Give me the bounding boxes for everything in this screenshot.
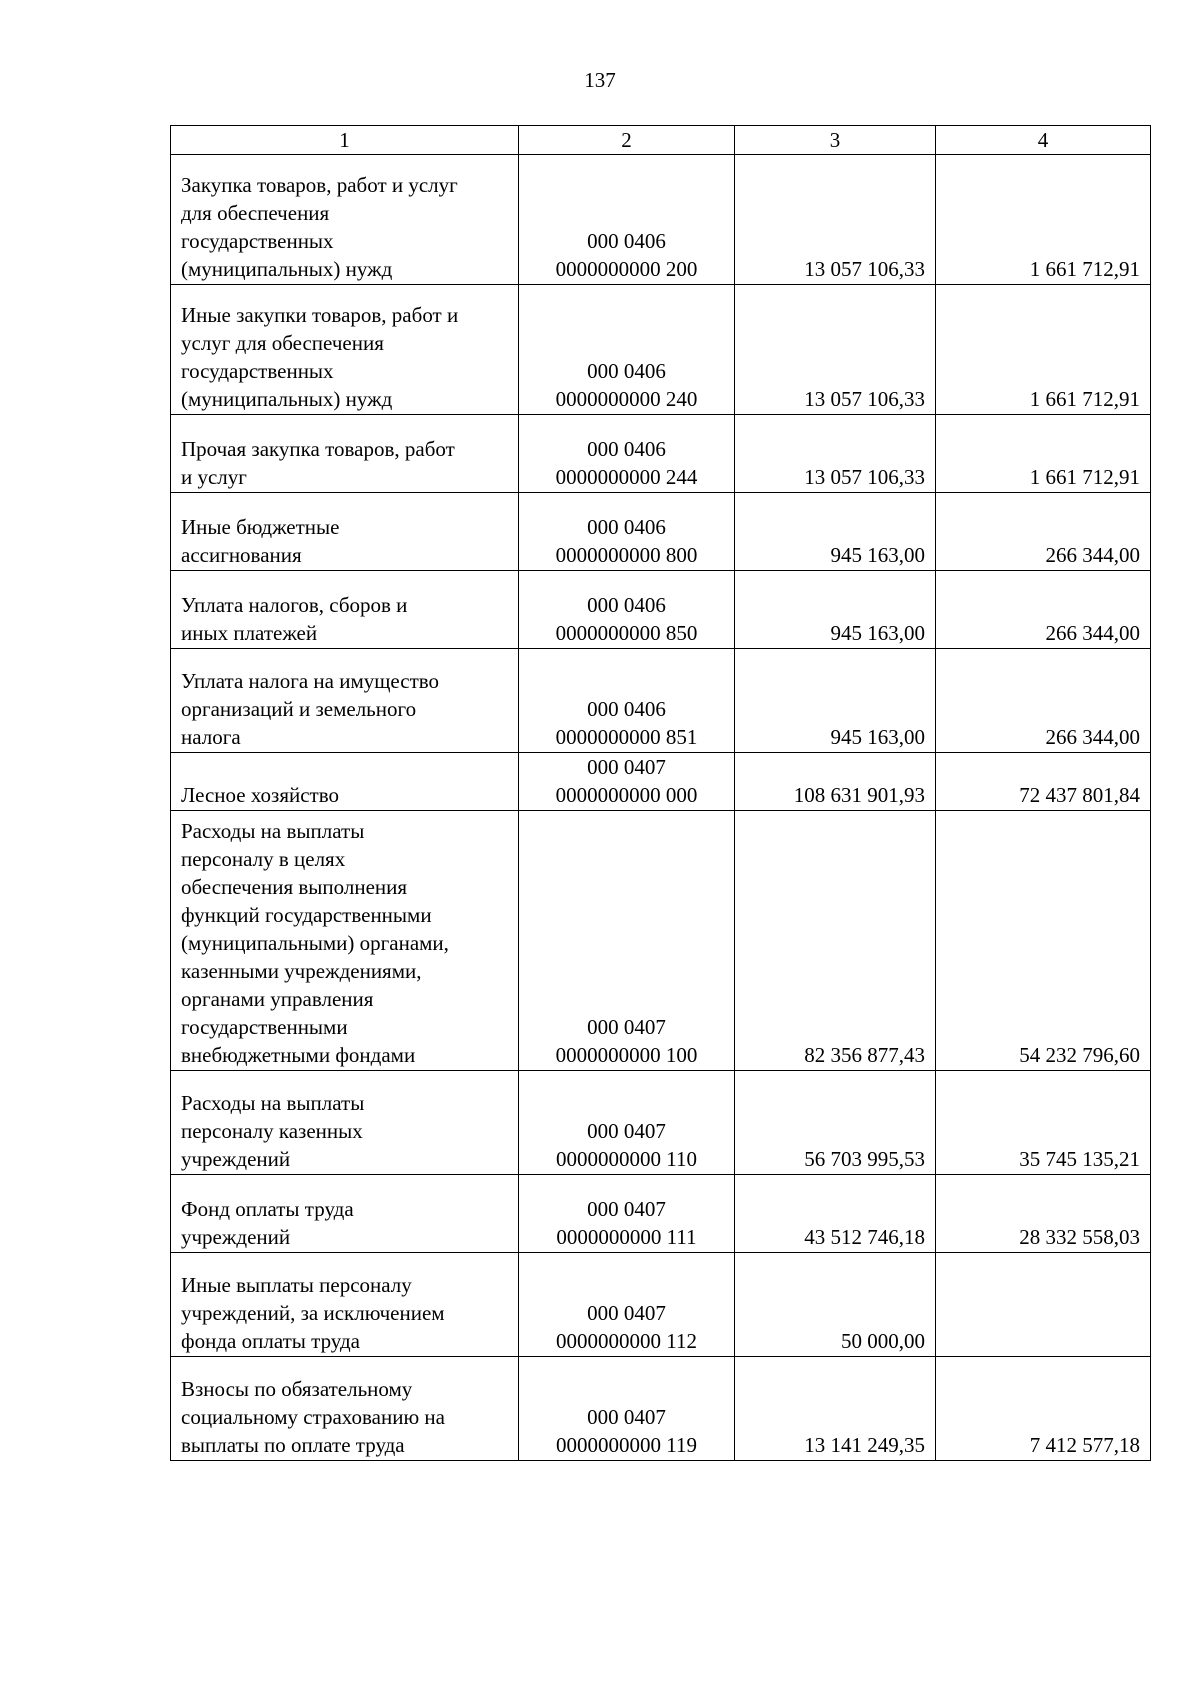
row-col4-value <box>936 1253 1151 1357</box>
row-code-cell <box>519 753 735 811</box>
table-row <box>171 1253 1151 1357</box>
table-row <box>171 1071 1151 1175</box>
row-name-line: иных платежей <box>181 621 318 645</box>
row-code-line: 000 0406 <box>587 697 666 721</box>
row-code-cell <box>519 155 735 285</box>
row-name-line: Уплата налога на имущество <box>181 669 440 693</box>
row-name-line: персоналу в целях <box>181 847 346 871</box>
row-col4-value: 1 661 712,91 <box>936 415 1151 493</box>
row-col3-value: 13 141 249,35 <box>735 1357 936 1461</box>
row-col3-value: 43 512 746,18 <box>735 1175 936 1253</box>
row-code-line: 0000000000 240 <box>555 387 698 411</box>
row-name-line: внебюджетными фондами <box>181 1043 416 1067</box>
row-code-cell <box>519 1357 735 1461</box>
row-code-line: 0000000000 112 <box>556 1329 697 1353</box>
row-name-cell <box>171 811 519 1071</box>
row-name-line: учреждений <box>181 1147 291 1171</box>
row-code-line: 0000000000 110 <box>556 1147 697 1171</box>
row-name-line: персоналу казенных <box>181 1119 363 1143</box>
table-row <box>171 1175 1151 1253</box>
row-name-line: государственных <box>181 229 334 253</box>
row-code-cell <box>519 1071 735 1175</box>
row-code-line: 000 0406 <box>587 515 666 539</box>
row-code-cell <box>519 415 735 493</box>
row-name-cell <box>171 649 519 753</box>
row-name-line: для обеспечения <box>181 201 330 225</box>
row-col3-value: 945 163,00 <box>735 571 936 649</box>
row-name-line: учреждений, за исключением <box>181 1301 445 1325</box>
row-code-line: 000 0407 <box>587 1197 666 1221</box>
row-name-line: ассигнования <box>181 543 302 567</box>
row-code-line: 0000000000 244 <box>555 465 698 489</box>
row-code-line: 0000000000 850 <box>555 621 698 645</box>
row-name-cell <box>171 1071 519 1175</box>
row-col3-value: 945 163,00 <box>735 649 936 753</box>
row-name-line: государственными <box>181 1015 348 1039</box>
table-row <box>171 571 1151 649</box>
row-col3-value: 50 000,00 <box>735 1253 936 1357</box>
row-name-cell <box>171 1253 519 1357</box>
row-name-line: органами управления <box>181 987 374 1011</box>
row-name-line: социальному страхованию на <box>181 1405 445 1429</box>
row-name-line: Расходы на выплаты <box>181 819 365 843</box>
table-row <box>171 753 1151 811</box>
row-code-line: 0000000000 111 <box>556 1225 697 1249</box>
row-name-line: налога <box>181 725 241 749</box>
row-code-line: 000 0406 <box>587 359 666 383</box>
page-number: 137 <box>584 68 616 92</box>
row-code-cell <box>519 1175 735 1253</box>
row-code-cell <box>519 285 735 415</box>
row-col3-value: 108 631 901,93 <box>735 753 936 811</box>
row-name-cell <box>171 1175 519 1253</box>
row-code-line: 000 0407 <box>587 1119 666 1143</box>
row-col3-value: 13 057 106,33 <box>735 155 936 285</box>
row-col4-value: 266 344,00 <box>936 571 1151 649</box>
row-code-line: 000 0407 <box>587 1015 666 1039</box>
header-col-4: 4 <box>936 126 1151 155</box>
row-col4-value: 1 661 712,91 <box>936 155 1151 285</box>
row-name-line: (муниципальными) органами, <box>181 931 449 955</box>
row-code-line: 000 0406 <box>587 437 666 461</box>
row-name-cell <box>171 1357 519 1461</box>
table-row <box>171 155 1151 285</box>
row-name-line: Расходы на выплаты <box>181 1091 365 1115</box>
row-col3-value: 945 163,00 <box>735 493 936 571</box>
row-code-line: 000 0406 <box>587 593 666 617</box>
row-col4-value: 266 344,00 <box>936 493 1151 571</box>
row-name-line: Взносы по обязательному <box>181 1377 413 1401</box>
row-name-line: Уплата налогов, сборов и <box>181 593 408 617</box>
row-col4-value: 35 745 135,21 <box>936 1071 1151 1175</box>
table-row <box>171 811 1151 1071</box>
row-col4-value: 266 344,00 <box>936 649 1151 753</box>
row-code-cell <box>519 811 735 1071</box>
row-col4-value: 54 232 796,60 <box>936 811 1151 1071</box>
table-row <box>171 285 1151 415</box>
row-name-cell <box>171 571 519 649</box>
row-col3-value: 56 703 995,53 <box>735 1071 936 1175</box>
header-col-2: 2 <box>519 126 735 155</box>
row-name-line: организаций и земельного <box>181 697 417 721</box>
table-row <box>171 415 1151 493</box>
row-name-line: государственных <box>181 359 334 383</box>
header-col-1: 1 <box>171 126 519 155</box>
header-row <box>171 126 1151 155</box>
row-col3-value: 82 356 877,43 <box>735 811 936 1071</box>
row-name-line: Лесное хозяйство <box>181 783 339 807</box>
row-code-line: 000 0406 <box>587 229 666 253</box>
row-code-cell <box>519 493 735 571</box>
row-code-line: 0000000000 851 <box>555 725 698 749</box>
row-name-line: обеспечения выполнения <box>181 875 408 899</box>
row-col4-value: 7 412 577,18 <box>936 1357 1151 1461</box>
table-row <box>171 1357 1151 1461</box>
row-name-line: Иные закупки товаров, работ и <box>181 303 459 327</box>
row-name-line: функций государственными <box>181 903 432 927</box>
row-name-line: фонда оплаты труда <box>181 1329 360 1353</box>
row-name-line: (муниципальных) нужд <box>181 387 393 411</box>
row-name-line: услуг для обеспечения <box>181 331 384 355</box>
row-code-line: 0000000000 800 <box>555 543 698 567</box>
row-name-line: Иные выплаты персоналу <box>181 1273 412 1297</box>
row-col4-value: 72 437 801,84 <box>936 753 1151 811</box>
row-col3-value: 13 057 106,33 <box>735 285 936 415</box>
budget-table <box>170 125 1151 1461</box>
row-name-line: учреждений <box>181 1225 291 1249</box>
row-name-line: Иные бюджетные <box>181 515 340 539</box>
row-code-cell <box>519 649 735 753</box>
row-col4-value: 28 332 558,03 <box>936 1175 1151 1253</box>
row-col3-value: 13 057 106,33 <box>735 415 936 493</box>
row-code-line: 0000000000 119 <box>556 1433 697 1457</box>
row-name-line: (муниципальных) нужд <box>181 257 393 281</box>
row-code-cell <box>519 571 735 649</box>
table-row <box>171 649 1151 753</box>
row-code-line: 0000000000 200 <box>555 257 698 281</box>
row-name-line: Прочая закупка товаров, работ <box>181 437 455 461</box>
row-name-line: выплаты по оплате труда <box>181 1433 405 1457</box>
row-code-line: 0000000000 000 <box>555 783 698 807</box>
row-code-line: 000 0407 <box>587 1301 666 1325</box>
row-name-line: и услуг <box>181 465 247 489</box>
row-name-cell <box>171 415 519 493</box>
row-code-line: 000 0407 <box>587 1405 666 1429</box>
row-col4-value: 1 661 712,91 <box>936 285 1151 415</box>
row-name-line: Закупка товаров, работ и услуг <box>181 173 458 197</box>
row-name-cell <box>171 493 519 571</box>
header-col-3: 3 <box>735 126 936 155</box>
row-name-cell <box>171 753 519 811</box>
table-row <box>171 493 1151 571</box>
row-name-cell <box>171 285 519 415</box>
row-name-cell <box>171 155 519 285</box>
row-code-cell <box>519 1253 735 1357</box>
row-code-line: 0000000000 100 <box>555 1043 698 1067</box>
row-name-line: казенными учреждениями, <box>181 959 422 983</box>
table-body <box>171 155 1151 1461</box>
row-code-line: 000 0407 <box>587 755 666 779</box>
row-name-line: Фонд оплаты труда <box>181 1197 354 1221</box>
